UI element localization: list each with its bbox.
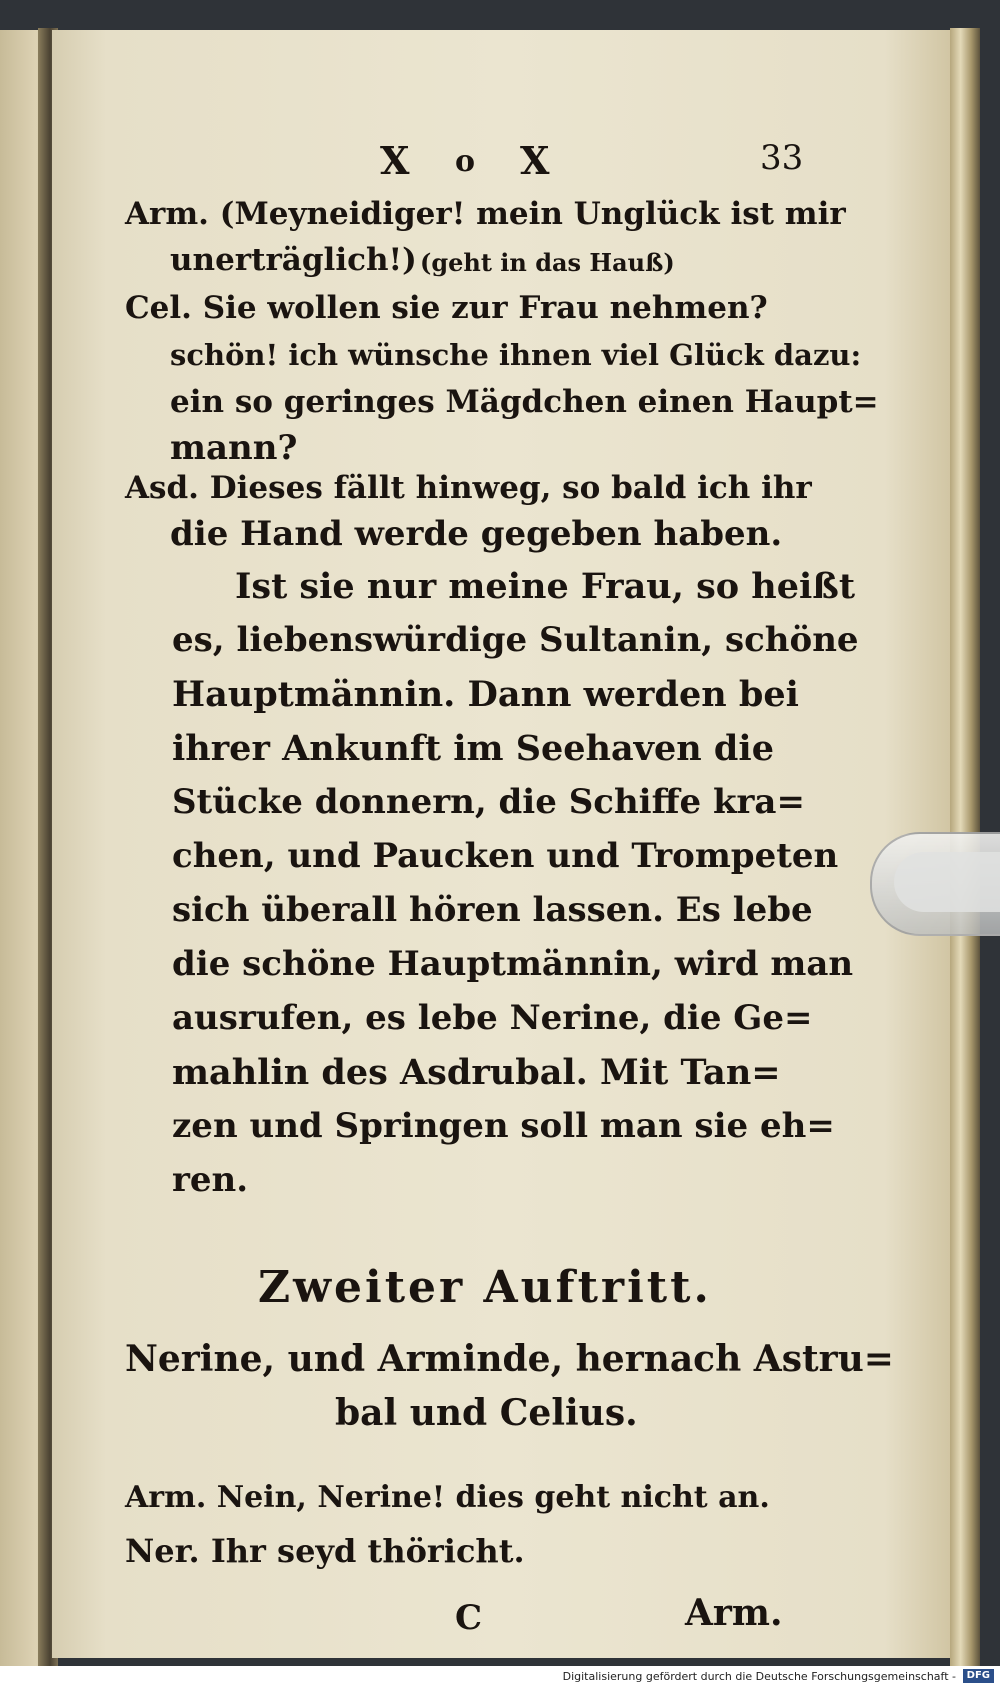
scene-title: Zweiter Auftritt. — [258, 1262, 712, 1313]
text-line: Asd. Dieses fällt hinweg, so bald ich ihr — [125, 470, 812, 506]
page-number: 33 — [760, 138, 804, 178]
text-line: Ist sie nur meine Frau, so heißt — [235, 566, 856, 607]
header-ornament-left: X — [380, 138, 410, 183]
text-line: mahlin des Asdrubal. Mit Tan= — [172, 1052, 781, 1093]
text-line: unerträglich!) — [170, 242, 417, 278]
text-line: ein so geringes Mägdchen einen Haupt= — [170, 384, 879, 420]
cast-line: Nerine, und Arminde, hernach Astru= — [125, 1338, 894, 1380]
cast-line: bal und Celius. — [335, 1392, 638, 1434]
text-line: zen und Springen soll man sie eh= — [172, 1106, 835, 1146]
text-line: mann? — [170, 428, 298, 468]
text-line: ren. — [172, 1160, 249, 1200]
text-line: Hauptmännin. Dann werden bei — [172, 674, 799, 715]
text-line: es, liebenswürdige Sultanin, schöne — [172, 620, 859, 660]
text-line: sich überall hören lassen. Es lebe — [172, 890, 813, 930]
header-ornament-right: X — [520, 138, 550, 183]
catchword: Arm. — [685, 1592, 783, 1634]
dialogue-line: Arm. Nein, Nerine! dies geht nicht an. — [125, 1480, 770, 1515]
text-line: Arm. (Meyneidiger! mein Unglück ist mir — [125, 196, 846, 232]
text-line: schön! ich wünsche ihnen viel Glück dazu: — [170, 338, 862, 372]
text-line: die Hand werde gegeben haben. — [170, 514, 783, 554]
text-line: Stücke donnern, die Schiffe kra= — [172, 782, 805, 822]
dialogue-line: Ner. Ihr seyd thöricht. — [125, 1532, 525, 1570]
header-ornament-mid: o — [455, 144, 476, 179]
clip-inner — [894, 852, 1000, 912]
page-holder-clip — [870, 832, 1000, 936]
stage-direction: (geht in das Hauß) — [420, 248, 675, 277]
text-line: chen, und Paucken und Trompeten — [172, 836, 839, 876]
text-line: ihrer Ankunft im Seehaven die — [172, 728, 774, 769]
signature-mark: C — [455, 1598, 483, 1638]
text-line: Cel. Sie wollen sie zur Frau nehmen? — [125, 290, 768, 326]
credit-strip — [0, 1666, 1000, 1686]
dfg-logo: DFG — [963, 1669, 994, 1683]
digitization-credit: Digitalisierung gefördert durch die Deutsche Forschungsgemeinschaft - — [562, 1670, 956, 1683]
text-line: die schöne Hauptmännin, wird man — [172, 944, 854, 984]
text-line: ausrufen, es lebe Nerine, die Ge= — [172, 998, 813, 1038]
